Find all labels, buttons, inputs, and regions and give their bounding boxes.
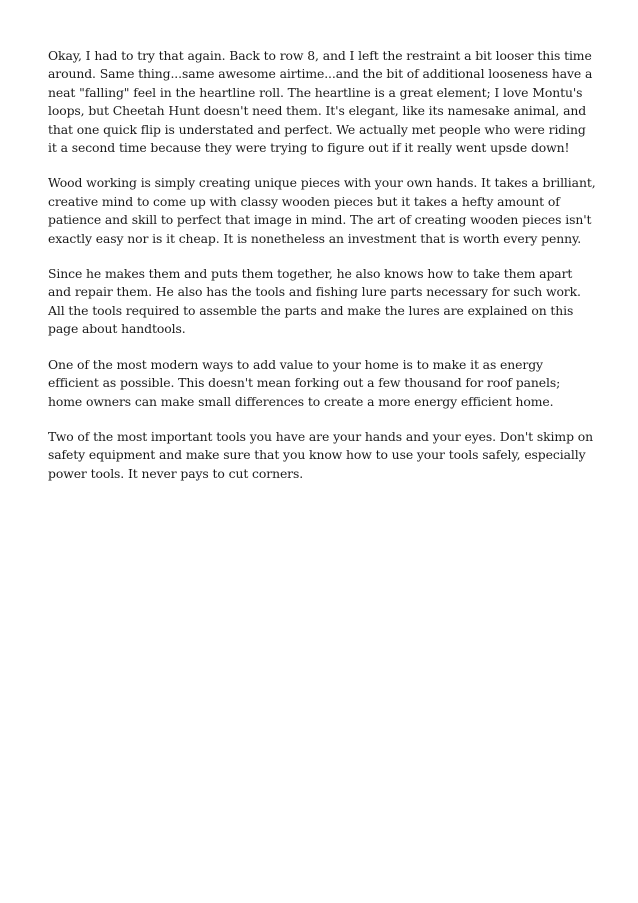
paragraph-rollercoaster: Okay, I had to try that again. Back to row 8, and I left the restraint a bit looser this time around. Same thing...same awesome airtime...and the bit of additional looseness have a neat "falling" feel in the heartline roll. The heartline is a great element; I love Montu's loops, but Cheetah Hunt doesn't need them. It's elegant, like its namesake animal, and that one quick flip is understated and perfect. We actually met people who were riding it a second time because they were trying to figure out if it really went upsde down! [48,48,593,156]
paragraph-energy-efficiency: One of the most modern ways to add value to your home is to make it as energy efficient as possible. This doesn't mean forking out a few thousand for roof panels; home owners can make small differences to create a more energy efficient home. [48,356,561,409]
paragraph-woodworking: Wood working is simply creating unique pieces with your own hands. It takes a brilliant, creative mind to come up with classy wooden pieces but it takes a hefty amount of patience and skill to perfect that image in mind. The art of creating wooden pieces isn't exactly easy nor is it cheap. It is nonetheless an investment that is worth every penny. [48,175,596,246]
document-page [48,47,596,500]
paragraph-tool-safety: Two of the most important tools you have are your hands and your eyes. Don't skimp on safety equipment and make sure that you know how to use your tools safely, especially power tools. It never pays to cut corners. [48,428,593,481]
paragraph-fishing-lures: Since he makes them and puts them together, he also knows how to take them apart and repair them. He also has the tools and fishing lure parts necessary for such work. All the tools required to assemble the parts and make the lures are explained on this page about handtools. [48,266,581,337]
